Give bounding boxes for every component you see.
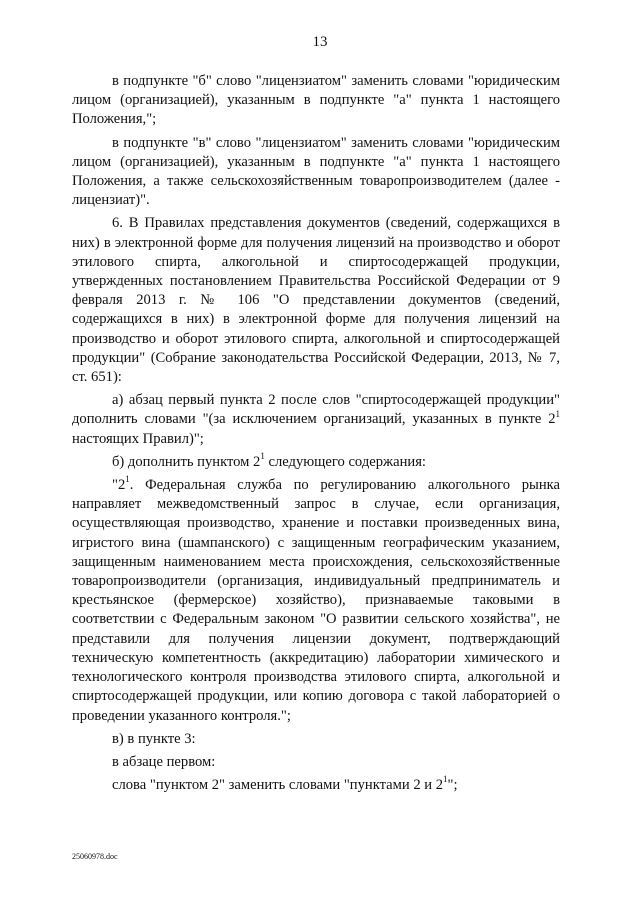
paragraph-6: "$2^1$. Федеральная служба по регулированию алкогольного рынка направляет межведомственный запрос в случае, если организация, осуществляющая производство, хранение и поставки произведенных вина, игристого вина (шампанского) с защищенным географическим указанием, защищенным наименованием места происхождения, сельскохозяйственные товаропроизводители (организация, индивидуальный предприниматель и крестьянское (фермерское) хозяйство), признаваемые таковыми в соответствии с Федеральным законом "О развитии сельского хозяйства", не представили для получения лицензии документ, подтверждающий техническую компетентность (аккредитацию) лаборатории химического и технологического контроля производства этилового спирта, алкогольной и спиртосодержащей продукции, или копию договора с такой лабораторией о проведении указанного контроля."; [72,474,560,724]
page-number: 13 [312,34,328,50]
paragraph-2: в подпункте "в" слово "лицензиатом" заменить словами "юридическим лицом (организацией), указанным в подпункте "а" пункта 1 настоящего Положения, а также сельскохозяйственным товаропроизводителем (далее - лицензиат)". [72,134,560,209]
document-footer-id: 25060978.doc [72,852,118,861]
paragraph-5: б) дополнить пунктом $2^1$ следующего содержания: [112,451,426,470]
paragraph-7: в) в пункте 3: [112,730,196,747]
paragraph-9: слова "пунктом 2" заменить словами "пунктами 2 и $2^1$"; [112,774,458,794]
paragraph-8: в абзаце первом: [112,753,216,770]
paragraph-4: а) абзац первый пункта 2 после слов "спиртосодержащей продукции" дополнить словами "(за исключением организаций, указанных в пункте $2^1$ настоящих Правил)"; [72,392,560,447]
paragraph-1: в подпункте "б" слово "лицензиатом" заменить словами "юридическим лицом (организацией), указанным в подпункте "а" пункта 1 настоящего Положения,"; [72,73,560,128]
document-body [72,72,560,799]
paragraph-3: 6. В Правилах представления документов (сведений, содержащихся в них) в электронной форме для получения лицензий на производство и оборот этилового спирта, алкогольной и спиртосодержащей продукции, утвержденных постановлением Правительства Российской Федерации от 9 февраля 2013 г. № 106 "О представлении документов (сведений, содержащихся в них) в электронной форме для получения лицензий на производство и оборот этилового спирта, алкогольной и спиртосодержащей продукции" (Собрание законодательства Российской Федерации, 2013, № 7, ст. 651): [72,215,560,386]
